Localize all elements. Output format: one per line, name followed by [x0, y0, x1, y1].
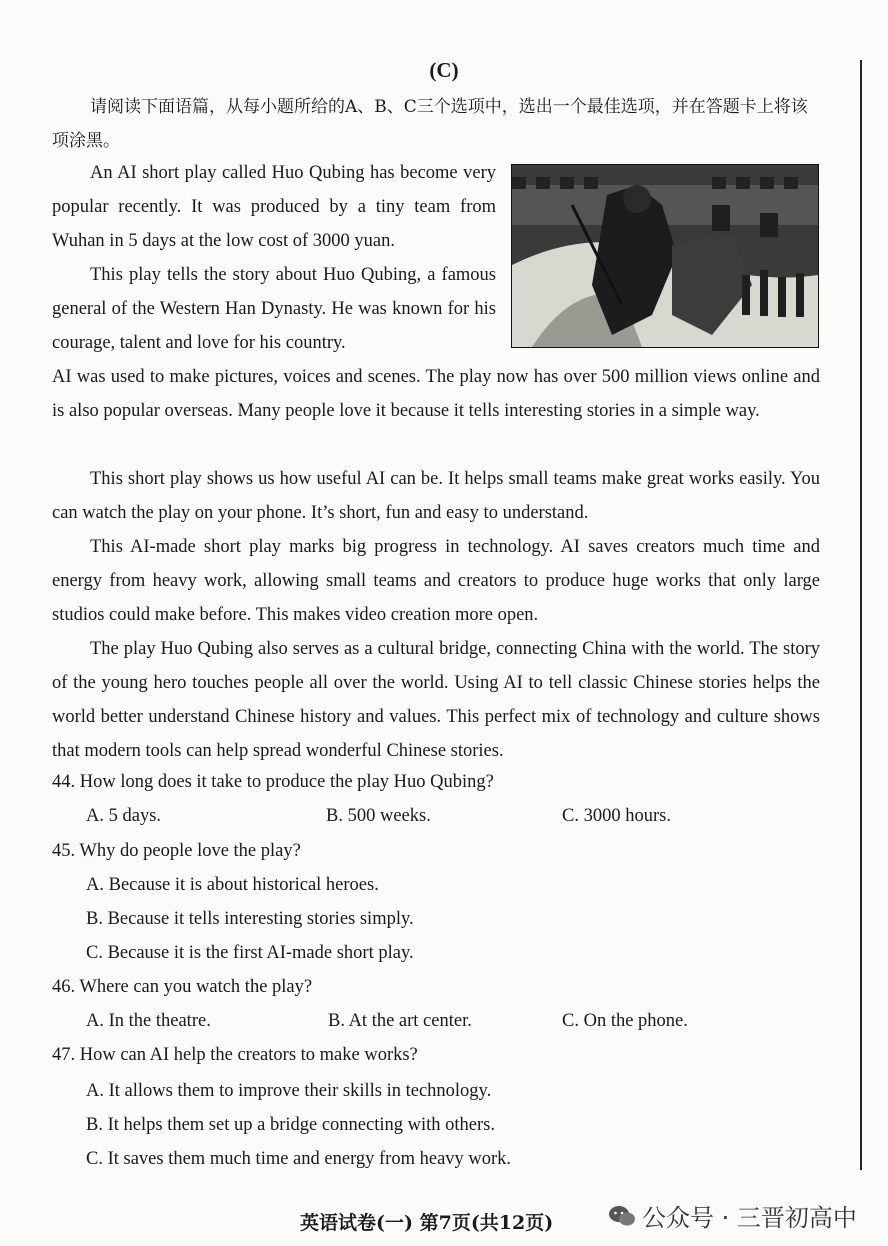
paragraph-2b: AI was used to make pictures, voices and scenes. The play now has over 500 million views online and is also popular overseas. Many people love it because it tells interesting stories in a simple way. — [52, 367, 820, 421]
section-title: (C) — [429, 58, 459, 82]
q46-option-b[interactable]: B. At the art center. — [328, 1011, 472, 1031]
margin-rule — [860, 60, 862, 1170]
question-46: 46. Where can you watch the play? — [52, 977, 313, 997]
question-47: 47. How can AI help the creators to make works? — [52, 1045, 418, 1065]
paragraph-4: This AI-made short play marks big progress in technology. AI saves creators much time and energy from heavy work, allowing small teams and creators to produce huge works that only large studios could make before. This makes video creation more open. — [52, 537, 820, 625]
q47-option-a[interactable]: A. It allows them to improve their skills in technology. — [86, 1081, 492, 1101]
instructions: 请阅读下面语篇，从每小题所给的A、B、C三个选项中，选出一个最佳选项，并在答题卡上将该项涂黑。 — [52, 97, 808, 151]
q45-option-c[interactable]: C. Because it is the first AI-made short play. — [86, 943, 414, 963]
q44-option-a[interactable]: A. 5 days. — [86, 806, 162, 826]
general-on-horse-image — [512, 165, 818, 347]
question-44: 44. How long does it take to produce the play Huo Qubing? — [52, 772, 494, 792]
q46-option-a[interactable]: A. In the theatre. — [86, 1011, 211, 1031]
q44-option-b[interactable]: B. 500 weeks. — [326, 806, 431, 826]
q45-option-b[interactable]: B. Because it tells interesting stories simply. — [86, 909, 414, 929]
watermark — [608, 1198, 857, 1233]
q46-option-c[interactable]: C. On the phone. — [562, 1011, 688, 1031]
question-45: 45. Why do people love the play? — [52, 841, 301, 861]
play-still-photo — [511, 164, 819, 348]
q47-option-c[interactable]: C. It saves them much time and energy from heavy work. — [86, 1149, 512, 1169]
q45-option-a[interactable]: A. Because it is about historical heroes. — [86, 875, 379, 895]
q47-option-b[interactable]: B. It helps them set up a bridge connecting with others. — [86, 1115, 495, 1135]
paragraph-3: This short play shows us how useful AI can be. It helps small teams make great works easily. You can watch the play on your phone. It’s short, fun and easy to understand. — [52, 469, 820, 523]
paragraph-2a: This play tells the story about Huo Qubing, a famous general of the Western Han Dynasty. He was known for his courage, talent and love for his country. — [52, 265, 496, 353]
wechat-icon — [608, 1205, 636, 1227]
page-footer: 英语试卷(一) 第7页(共12页) — [300, 1212, 554, 1234]
paragraph-1: An AI short play called Huo Qubing has become very popular recently. It was produced by a tiny team from Wuhan in 5 days at the low cost of 3000 yuan. — [52, 163, 496, 251]
watermark-text: 公众号 · 三晋初高中 — [642, 1204, 857, 1232]
q44-option-c[interactable]: C. 3000 hours. — [562, 806, 671, 826]
paragraph-5: The play Huo Qubing also serves as a cultural bridge, connecting China with the world. The story of the young hero touches people all over the world. Using AI to tell classic Chinese stories helps the world better understand Chinese history and values. This perfect mix of technology and culture shows that modern tools can help spread wonderful Chinese stories. — [52, 639, 820, 761]
